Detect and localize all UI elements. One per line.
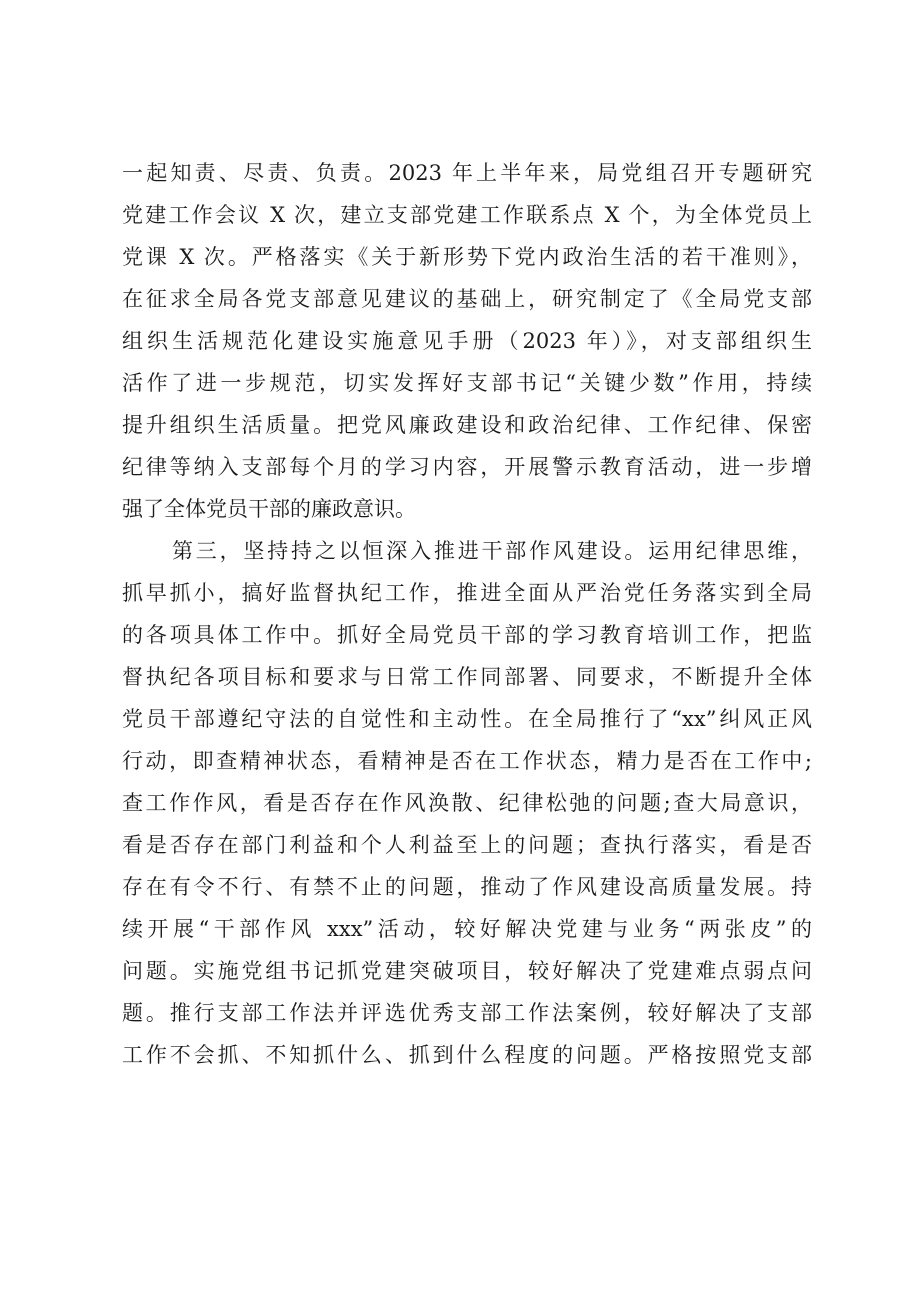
text-line: 看是否存在部门利益和个人利益至上的问题；查执行落实，看是否 bbox=[122, 833, 812, 857]
text-line: 纪律等纳入支部每个月的学习内容，开展警示教育活动，进一步增 bbox=[122, 455, 812, 479]
text-line: 行动，即查精神状态，看精神是否在工作状态，精力是否在工作中; bbox=[122, 749, 812, 773]
text-line: 的各项具体工作中。抓好全局党员干部的学习教育培训工作，把监 bbox=[122, 623, 812, 647]
text-line: 抓早抓小，搞好监督执纪工作，推进全面从严治党任务落实到全局 bbox=[122, 581, 812, 605]
text-line: 题。推行支部工作法并评选优秀支部工作法案例，较好解决了支部 bbox=[122, 1001, 812, 1025]
text-line: 党建工作会议 X 次，建立支部党建工作联系点 X 个，为全体党员上 bbox=[122, 203, 812, 227]
text-line: 组织生活规范化建设实施意见手册（2023 年）》，对支部组织生 bbox=[122, 329, 812, 353]
text-line: 督执纪各项目标和要求与日常工作同部署、同要求，不断提升全体 bbox=[122, 665, 812, 689]
text-line: 一起知责、尽责、负责。2023 年上半年来，局党组召开专题研究 bbox=[122, 161, 812, 185]
body-text bbox=[122, 152, 812, 1076]
text-line: 活作了进一步规范，切实发挥好支部书记“关键少数”作用，持续 bbox=[122, 371, 812, 395]
text-line: 查工作作风，看是否存在作风涣散、纪律松弛的问题;查大局意识， bbox=[122, 791, 812, 815]
text-line: 续开展“干部作风 xxx”活动，较好解决党建与业务“两张皮”的 bbox=[122, 917, 812, 941]
paragraph-start-line: 第三，坚持持之以恒深入推进干部作风建设。运用纪律思维， bbox=[172, 539, 812, 563]
text-line: 提升组织生活质量。把党风廉政建设和政治纪律、工作纪律、保密 bbox=[122, 413, 812, 437]
text-line: 在征求全局各党支部意见建议的基础上，研究制定了《全局党支部 bbox=[122, 287, 812, 311]
text-line: 党课 X 次。严格落实《关于新形势下党内政治生活的若干准则》， bbox=[122, 245, 812, 269]
text-line: 问题。实施党组书记抓党建突破项目，较好解决了党建难点弱点问 bbox=[122, 959, 812, 983]
text-line: 存在有令不行、有禁不止的问题，推动了作风建设高质量发展。持 bbox=[122, 875, 812, 899]
paragraph-end-line: 强了全体党员干部的廉政意识。 bbox=[122, 497, 416, 521]
text-line: 工作不会抓、不知抓什么、抓到什么程度的问题。严格按照党支部 bbox=[122, 1043, 812, 1067]
text-line: 党员干部遵纪守法的自觉性和主动性。在全局推行了“xx”纠风正风 bbox=[122, 707, 812, 731]
